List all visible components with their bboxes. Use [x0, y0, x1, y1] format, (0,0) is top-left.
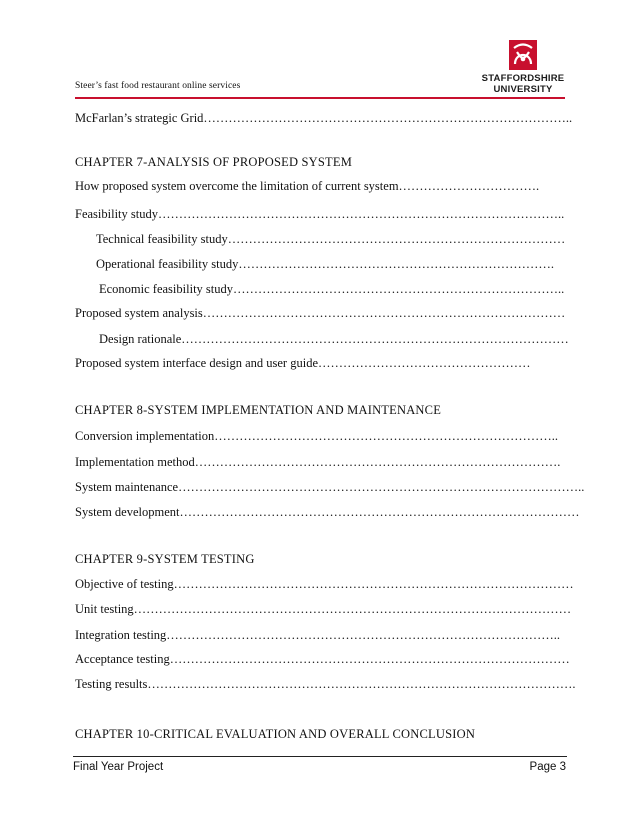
- toc-chapter-heading: CHAPTER 9-SYSTEM TESTING: [75, 552, 255, 566]
- toc-entry: Acceptance testing……………………………………………………………………………………: [75, 652, 570, 666]
- toc-chapter-heading: CHAPTER 10-CRITICAL EVALUATION AND OVERALL CONCLUSION: [75, 727, 476, 741]
- toc-entry: System maintenance……………………………………………………………………………………..: [75, 480, 585, 494]
- logo-text-line1: STAFFORDSHIRE: [481, 73, 565, 84]
- toc-chapter-heading: CHAPTER 8-SYSTEM IMPLEMENTATION AND MAINTENANCE: [75, 403, 442, 417]
- logo-text-line2: UNIVERSITY: [493, 84, 553, 95]
- toc-chapter-heading: CHAPTER 7-ANALYSIS OF PROPOSED SYSTEM: [75, 155, 353, 169]
- footer-page-number: Page 3: [529, 761, 566, 773]
- toc-entry: Implementation method…………………………………………………………………………….: [75, 455, 561, 469]
- toc-subentry: Technical feasibility study………………………………………………………………………: [96, 232, 566, 246]
- toc-entry: Testing results………………………………………………………………………………………….: [75, 677, 576, 691]
- toc-entry: Unit testing……………………………………………………………………………………………: [75, 602, 572, 616]
- staffordshire-knot-icon: [462, 38, 584, 72]
- toc-entry: Proposed system interface design and user guide……………………………………………: [75, 356, 531, 370]
- toc-entry: Conversion implementation………………………………………………………………………..: [75, 429, 558, 443]
- toc-entry: Proposed system analysis……………………………………………………………………………: [75, 306, 566, 320]
- header-divider: [75, 97, 565, 99]
- toc-subentry: Economic feasibility study……………………………………………………………………..: [99, 282, 565, 296]
- toc-entry: Feasibility study……………………………………………………………………………………..: [75, 207, 565, 221]
- toc-subentry: Design rationale…………………………………………………………………………………: [99, 332, 569, 346]
- toc-entry: Integration testing…………………………………………………………………………………..: [75, 628, 561, 642]
- toc-subentry: Operational feasibility study………………………………………………………………….: [96, 257, 554, 271]
- footer-project-label: Final Year Project: [73, 761, 164, 773]
- toc-entry: Objective of testing……………………………………………………………………………………: [75, 577, 574, 591]
- toc-entry: McFarlan’s strategic Grid……………………………………………………………………………..: [75, 111, 573, 125]
- footer-divider: [73, 756, 567, 757]
- running-header: Steer’s fast food restaurant online services: [75, 81, 241, 91]
- university-logo: [462, 38, 584, 96]
- toc-entry: System development……………………………………………………………………………………: [75, 505, 580, 519]
- toc-entry: How proposed system overcome the limitation of current system…………………………….: [75, 179, 540, 193]
